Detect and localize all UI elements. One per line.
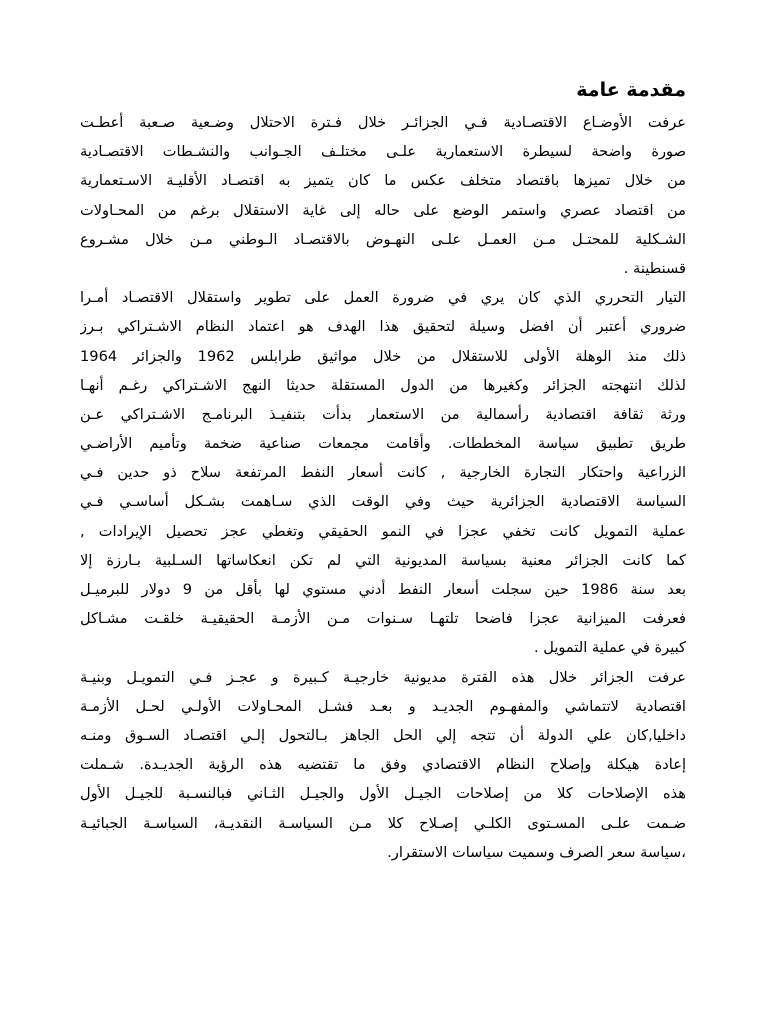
text-line: كبيرة في عملية التمويل .	[534, 639, 686, 657]
text-line: من خلال تميزها باقتصاد متخلف عكس ما كان يتميز به اقتصـاد الأقليـة الاسـتعمارية	[80, 172, 686, 190]
text-line: طريق تطبيق سياسة المخططات. وأقامت مجمعات صناعية ضخمة وتأميم الأراضـي	[80, 435, 686, 453]
text-line: قسنطينة .	[623, 259, 686, 277]
text-line: هذه الإصلاحات كلا من إصلاحات الجيـل الأول والجيـل الثـاني فبالنسـبة للجيـل الأول	[80, 785, 686, 803]
text-line: ذلك منذ الوهلة الأولى للاستقلال من خلال مواثيق طرابلس 1962 والجزائر 1964	[80, 347, 686, 365]
text-line: عرفت الأوضـاع الاقتصـادية فـي الجزائـر خلال فـترة الاحتلال وضـعية صـعبة أعطـت	[80, 114, 686, 131]
text-line: لذلك انتهجته الجزائر وكغيرها من الدول المستقلة حديثا النهج الاشـتراكي رغـم أنهـا	[80, 376, 686, 394]
text-line: اقتصادية لاتتماشي والمفهـوم الجديـد و بعـد فشـل المحـاولات الأولـي لحـل الأزمـة	[80, 697, 686, 715]
text-line: السياسة الاقتصادية الجزائرية حيث وفي الوقت الذي سـاهمت بشـكل أساسـي فـي	[80, 493, 686, 511]
text-line: ورثة ثقافة اقتصادية رأسمالية من الاستعمار بدأت بتنفيـذ البرنامـج الاشـتراكي عـن	[80, 405, 686, 423]
text-line: الشـكلية للمحتـل مـن العمـل علـى النهـوض بالاقتصـاد الـوطني مـن خلال مشـروع	[80, 230, 686, 248]
document-body	[80, 76, 686, 867]
text-line: داخليا,كان علي الدولة أن تتجه إلي الحل الجاهز بـالتحول إلـي اقتصـاد السـوق ومنـه	[80, 726, 686, 744]
text-line: ضروري أعتبر أن افضل وسيلة لتحقيق هذا الهدف هو اعتماد النظام الاشـتراكي بـرز	[80, 318, 686, 336]
page-title: مقدمة عامة	[576, 79, 686, 101]
text-line: صورة واضحة لسيطرة الاستعمارية علـى مختلـف الجـوانب والنشـطات الاقتصـادية	[80, 143, 686, 161]
text-line: إعادة هيكلة وإصلاح النظام الاقتصادي وفق ما تقتضيه هذه الرؤية الجديـدة. شـملت	[80, 756, 686, 774]
text-line: التيار التحرري الذي كان يري في ضرورة العمل على تطوير واستقلال الاقتصـاد أمـرا	[80, 289, 686, 307]
text-line: الزراعية واحتكار التجارة الخارجية , كانت أسعار النفط المرتفعة سلاح ذو حدين فـي	[80, 464, 686, 482]
text-line: فعرفت الميزانية عجزا فاضحا تلتهـا سـنوات مـن الأزمـة الحقيقيـة خلقـت مشـاكل	[80, 610, 686, 628]
text-line: عرفت الجزائر خلال هذه القترة مديونية خارجيـة كـبيرة و عجـز فـي التمويـل وبنيـة	[80, 668, 686, 686]
text-line: ضـمت علـى المسـتوى الكلـي إصـلاح كلا مـن السياسـة النقديـة، السياسـة الجبائيـة	[80, 814, 686, 832]
text-line: كما كانت الجزائر معنية بسياسة المديونية التي لم تكن انعكاساتها السـلبية بـارزة إلا	[80, 551, 686, 569]
text-line: بعد سنة 1986 حين سجلت أسعار النفط أدني مستوي لها بأقل من 9 دولار للبرميـل	[80, 581, 686, 598]
text-line: عملية التمويل كانت تخفي عجزا في النمو الحقيقي وتغطي عجز تحصيل الإيرادات ,	[80, 522, 686, 540]
text-line: ،سياسة سعر الصرف وسميت سياسات الاستقرار.	[387, 843, 686, 861]
text-line: من اقتصاد عصري واستمر الوضع على حاله إلى غاية الاستقلال برغم من المحـاولات	[80, 201, 686, 219]
